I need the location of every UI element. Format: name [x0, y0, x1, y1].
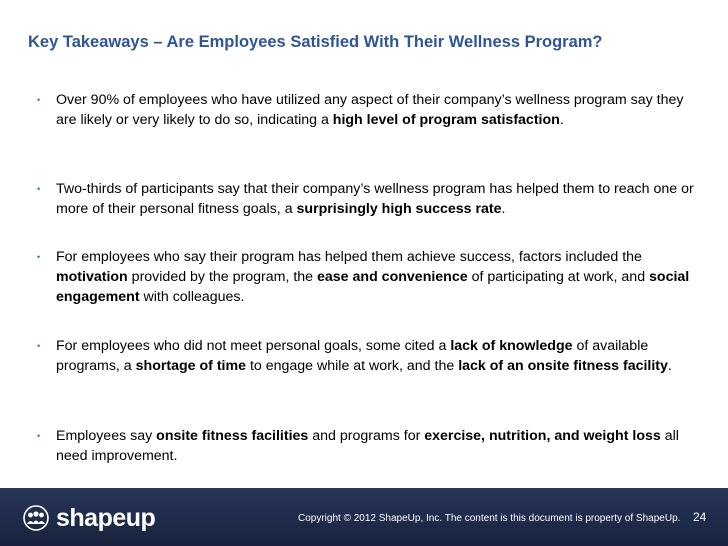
- bullet-dot-icon: •: [37, 431, 41, 441]
- bullet-item-5: [37, 426, 706, 466]
- bullet-dot-icon: •: [37, 184, 41, 194]
- shapeup-people-icon: [22, 505, 50, 531]
- bullet-text: Over 90% of employees who have utilized any aspect of their company’s wellness program say they are likely or very likely to do so, indicating a high level of program satisfaction.: [56, 92, 684, 128]
- bullet-item-1: [37, 90, 706, 130]
- bullet-text: For employees who did not meet personal goals, some cited a lack of knowledge of available programs, a shortage of time to engage while at work, and the lack of an onsite fitness facility.: [56, 338, 672, 374]
- bullet-text: For employees who say their program has helped them achieve success, factors included the motivation provided by the program, the ease and convenience of participating at work, and social engagement with colleagues.: [56, 249, 690, 305]
- bullet-item-2: [37, 179, 706, 219]
- slide-title: Key Takeaways – Are Employees Satisfied With Their Wellness Program?: [28, 33, 603, 51]
- logo-wordmark: shapeup: [56, 503, 156, 532]
- bullet-dot-icon: •: [37, 341, 41, 351]
- bullet-dot-icon: •: [37, 252, 41, 262]
- bullet-item-3: [37, 247, 706, 307]
- copyright-notice: Copyright © 2012 ShapeUp, Inc. The content is this document is property of ShapeUp.: [298, 513, 681, 524]
- bullet-dot-icon: •: [37, 95, 41, 105]
- shapeup-logo: [22, 503, 155, 533]
- bullet-text: Employees say onsite fitness facilities and programs for exercise, nutrition, and weight loss all need improvement.: [56, 428, 679, 464]
- bullet-item-4: [37, 336, 706, 376]
- bullet-text: Two-thirds of participants say that their company’s wellness program has helped them to reach one or more of their personal fitness goals, a surprisingly high success rate.: [56, 181, 694, 217]
- footer-bar: [0, 488, 728, 546]
- page-number: 24: [693, 510, 707, 524]
